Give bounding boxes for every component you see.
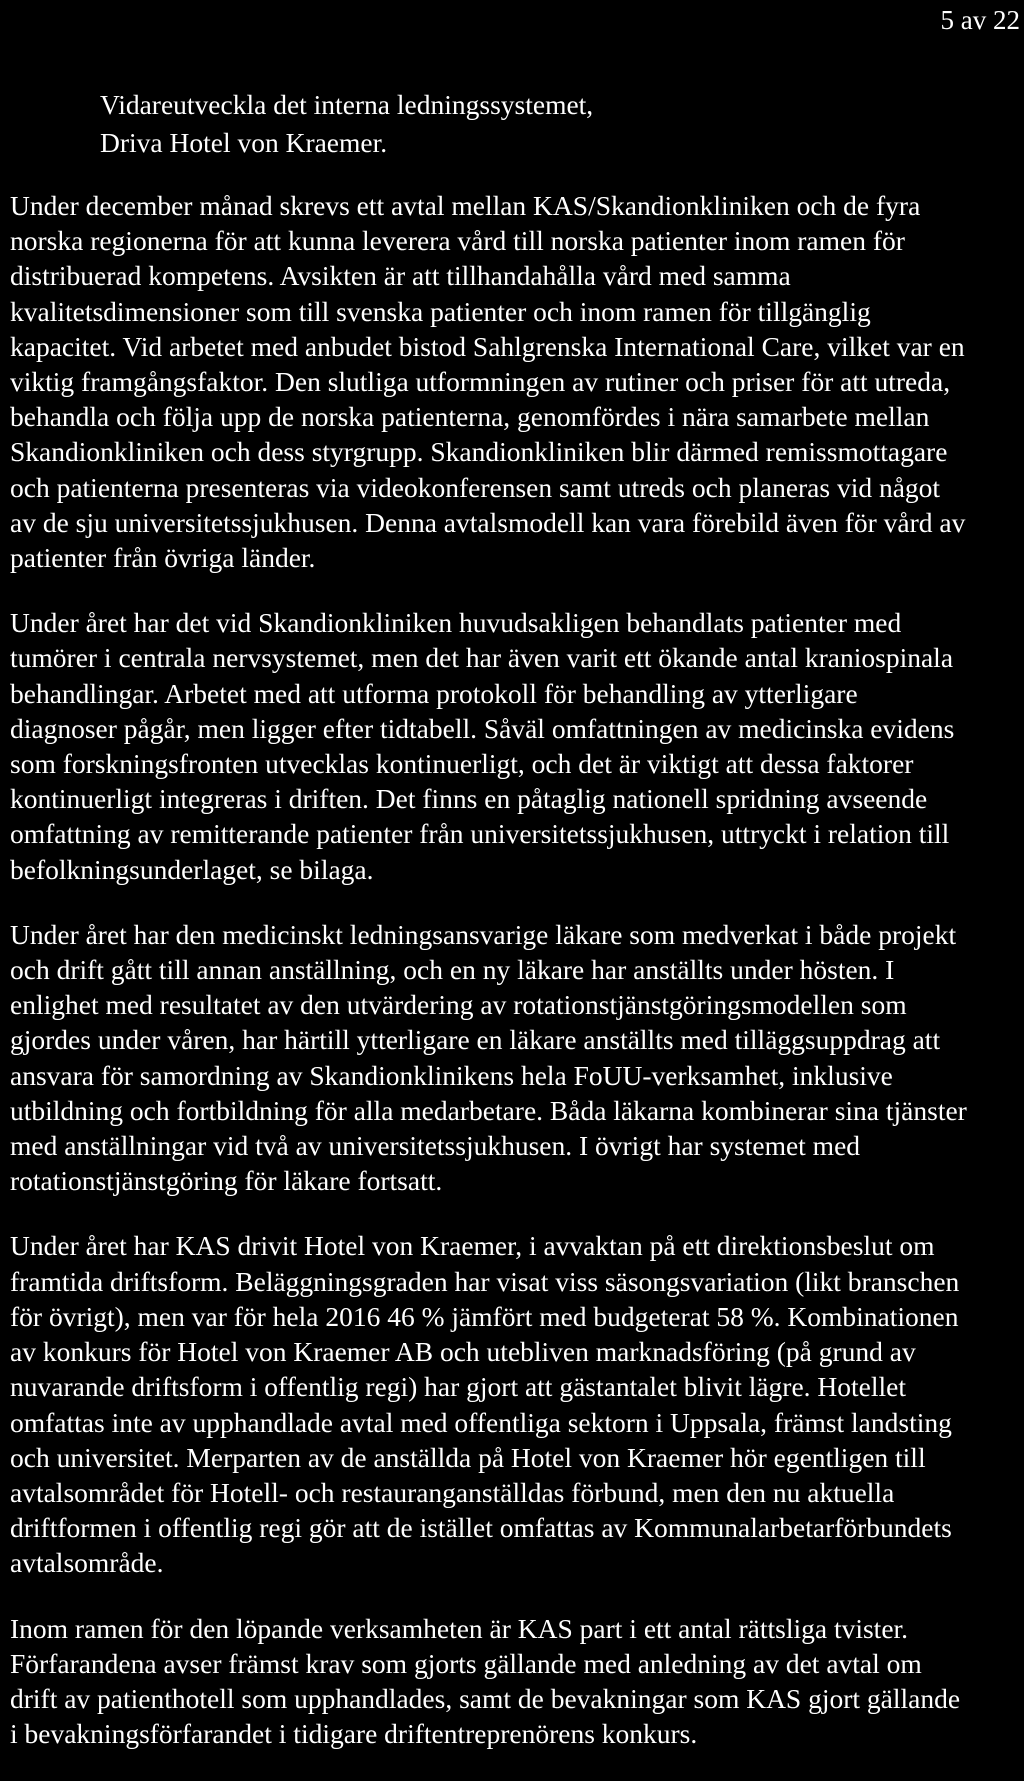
text-line: kvalitetsdimensioner som till svenska patienter och inom ramen för tillgänglig xyxy=(10,295,871,327)
paragraph-1 xyxy=(10,188,1010,575)
text-line: ansvara för samordning av Skandionklinikens hela FoUU-verksamhet, inklusive xyxy=(10,1059,893,1091)
text-line: driftformen i offentlig regi gör att de istället omfattas av Kommunalarbetarförbundets xyxy=(10,1512,952,1544)
text-line: Förfarandena avser främst krav som gjorts gällande med anledning av det avtal om xyxy=(10,1647,922,1679)
text-line: distribuerad kompetens. Avsikten är att tillhandahålla vård med samma xyxy=(10,260,791,292)
text-line: och drift gått till annan anställning, och en ny läkare har anställts under hösten. I xyxy=(10,954,895,986)
text-line: av de sju universitetssjukhusen. Denna avtalsmodell kan vara förebild även för vård av xyxy=(10,506,966,538)
text-line: utbildning och fortbildning för alla medarbetare. Båda läkarna kombinerar sina tjänster xyxy=(10,1094,967,1126)
text-line: omfattas inte av upphandlade avtal med offentliga sektorn i Uppsala, främst landsting xyxy=(10,1406,952,1438)
text-line: behandla och följa upp de norska patienterna, genomfördes i nära samarbete mellan xyxy=(10,401,930,433)
text-line: drift av patienthotell som upphandlades, samt de bevakningar som KAS gjort gällande xyxy=(10,1682,961,1714)
text-line: rotationstjänstgöring för läkare fortsatt. xyxy=(10,1165,443,1197)
intro-list xyxy=(100,86,593,162)
text-line: Skandionkliniken och dess styrgrupp. Skandionkliniken blir därmed remissmottagare xyxy=(10,436,948,468)
text-line: Under året har KAS drivit Hotel von Kraemer, i avvaktan på ett direktionsbeslut om xyxy=(10,1230,935,1262)
text-line: kapacitet. Vid arbetet med anbudet bistod Sahlgrenska International Care, vilket var en xyxy=(10,330,965,362)
text-line: behandlingar. Arbetet med att utforma protokoll för behandling av ytterligare xyxy=(10,677,858,709)
text-line: avtalsområde. xyxy=(10,1547,164,1579)
paragraph-2 xyxy=(10,605,1010,887)
text-line: gjordes under våren, har härtill ytterligare en läkare anställts med tilläggsuppdrag att xyxy=(10,1024,941,1056)
paragraph-5 xyxy=(10,1611,1010,1752)
text-line: Under året har det vid Skandionkliniken huvudsakligen behandlats patienter med xyxy=(10,607,902,639)
text-line: i bevakningsförfarandet i tidigare driftentreprenörens konkurs. xyxy=(10,1718,698,1750)
text-line: med anställningar vid två av universitetssjukhusen. I övrigt har systemet med xyxy=(10,1130,861,1162)
page-number: 5 av 22 xyxy=(940,5,1020,35)
text-line: som forskningsfronten utvecklas kontinuerligt, och det är viktigt att dessa faktorer xyxy=(10,748,914,780)
text-line: och patienterna presenteras via videokonferensen samt utreds och planeras vid något xyxy=(10,471,941,503)
text-line: befolkningsunderlaget, se bilaga. xyxy=(10,853,374,885)
intro-item: Driva Hotel von Kraemer. xyxy=(100,127,388,158)
text-line: för övrigt), men var för hela 2016 46 % jämfört med budgeterat 58 %. Kombinationen xyxy=(10,1300,959,1332)
text-line: diagnoser pågår, men ligger efter tidtabell. Såväl omfattningen av medicinska evidens xyxy=(10,712,955,744)
text-line: av konkurs för Hotel von Kraemer AB och utebliven marknadsföring (på grund av xyxy=(10,1336,916,1368)
text-line: nuvarande driftsform i offentlig regi) har gjort att gästantalet blivit lägre. Hotellet xyxy=(10,1371,907,1403)
text-line: kontinuerligt integreras i driften. Det finns en påtaglig nationell spridning avseende xyxy=(10,783,928,815)
paragraph-4 xyxy=(10,1228,1010,1580)
text-line: viktig framgångsfaktor. Den slutliga utformningen av rutiner och priser för att utreda, xyxy=(10,366,951,398)
text-line: patienter från övriga länder. xyxy=(10,542,316,574)
text-line: avtalsområdet för Hotell- och restauranganställdas förbund, men den nu aktuella xyxy=(10,1476,895,1508)
paragraph-3 xyxy=(10,917,1010,1199)
text-line: enlighet med resultatet av den utvärdering av rotationstjänstgöringsmodellen som xyxy=(10,989,907,1021)
text-line: Inom ramen för den löpande verksamheten är KAS part i ett antal rättsliga tvister. xyxy=(10,1612,909,1644)
text-line: framtida driftsform. Beläggningsgraden har visat viss säsongsvariation (likt branschen xyxy=(10,1265,960,1297)
body-text xyxy=(10,188,1010,1781)
text-line: och universitet. Merparten av de anställda på Hotel von Kraemer hör egentligen till xyxy=(10,1441,926,1473)
text-line: omfattning av remitterande patienter från universitetssjukhusen, uttryckt i relation till xyxy=(10,818,950,850)
text-line: Under december månad skrevs ett avtal mellan KAS/Skandionkliniken och de fyra xyxy=(10,190,921,221)
text-line: tumörer i centrala nervsystemet, men det har även varit ett ökande antal kraniospinala xyxy=(10,642,954,674)
intro-item: Vidareutveckla det interna ledningssystemet, xyxy=(100,89,594,120)
text-line: norska regionerna för att kunna leverera vård till norska patienter inom ramen för xyxy=(10,225,905,257)
text-line: Under året har den medicinskt ledningsansvarige läkare som medverkat i både projekt xyxy=(10,918,957,950)
